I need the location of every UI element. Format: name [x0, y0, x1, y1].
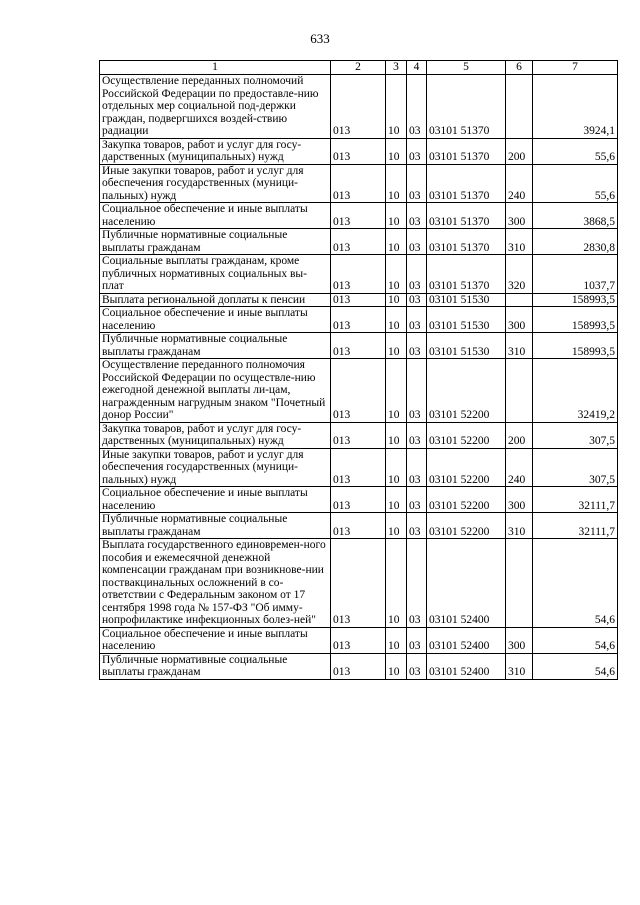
- row-amount: 55,6: [533, 164, 618, 203]
- row-subsection-code: 03: [407, 487, 427, 513]
- row-expense-type: 200: [506, 422, 533, 448]
- row-section-code: 10: [386, 203, 407, 229]
- row-name: Социальное обеспечение и иные выплаты населению: [100, 307, 331, 333]
- row-subsection-code: 03: [407, 255, 427, 294]
- row-name: Выплата государственного единовремен-ного пособия и ежемесячной денежной компенсации гражданам при возникнове-нии поствакцинальных осложнений в со-ответствии с Федеральным законом от 17 сентября 1998 года № 157-ФЗ "Об имму-нопрофилактике инфекционных болез-ней": [100, 539, 331, 628]
- row-amount: 2830,8: [533, 229, 618, 255]
- table-row: [100, 487, 618, 513]
- row-article-code: 03101 51370: [427, 229, 506, 255]
- table-row: [100, 75, 618, 139]
- row-ministry-code: 013: [331, 627, 386, 653]
- row-expense-type: 300: [506, 307, 533, 333]
- table-row: [100, 293, 618, 307]
- row-amount: 32111,7: [533, 487, 618, 513]
- row-section-code: 10: [386, 359, 407, 423]
- table-row: [100, 359, 618, 423]
- row-amount: 158993,5: [533, 293, 618, 307]
- row-expense-type: [506, 293, 533, 307]
- row-subsection-code: 03: [407, 359, 427, 423]
- row-subsection-code: 03: [407, 293, 427, 307]
- row-article-code: 03101 52200: [427, 487, 506, 513]
- row-subsection-code: 03: [407, 229, 427, 255]
- table-row: [100, 203, 618, 229]
- row-section-code: 10: [386, 487, 407, 513]
- row-amount: 158993,5: [533, 307, 618, 333]
- row-name: Выплата региональной доплаты к пенсии: [100, 293, 331, 307]
- row-name: Публичные нормативные социальные выплаты гражданам: [100, 229, 331, 255]
- row-subsection-code: 03: [407, 203, 427, 229]
- row-name: Осуществление переданных полномочий Российской Федерации по предоставле-нию отдельных мер социальной под-держки граждан, подвергшихся воздей-ствию радиации: [100, 75, 331, 139]
- header-col-3: 3: [386, 61, 407, 75]
- table-header: [100, 61, 618, 75]
- row-amount: 1037,7: [533, 255, 618, 294]
- header-col-7: 7: [533, 61, 618, 75]
- header-col-2: 2: [331, 61, 386, 75]
- row-amount: 3924,1: [533, 75, 618, 139]
- row-subsection-code: 03: [407, 653, 427, 679]
- row-name: Социальные выплаты гражданам, кроме публичных нормативных социальных вы-плат: [100, 255, 331, 294]
- row-subsection-code: 03: [407, 333, 427, 359]
- row-ministry-code: 013: [331, 422, 386, 448]
- row-ministry-code: 013: [331, 255, 386, 294]
- row-section-code: 10: [386, 448, 407, 487]
- row-article-code: 03101 51370: [427, 75, 506, 139]
- row-article-code: 03101 51370: [427, 138, 506, 164]
- row-ministry-code: 013: [331, 75, 386, 139]
- row-amount: 3868,5: [533, 203, 618, 229]
- row-name: Публичные нормативные социальные выплаты гражданам: [100, 333, 331, 359]
- row-name: Социальное обеспечение и иные выплаты населению: [100, 627, 331, 653]
- row-article-code: 03101 52200: [427, 513, 506, 539]
- row-name: Иные закупки товаров, работ и услуг для обеспечения государственных (муници-пальных) нужд: [100, 448, 331, 487]
- row-section-code: 10: [386, 653, 407, 679]
- row-ministry-code: 013: [331, 229, 386, 255]
- row-ministry-code: 013: [331, 359, 386, 423]
- row-name: Социальное обеспечение и иные выплаты населению: [100, 203, 331, 229]
- row-section-code: 10: [386, 138, 407, 164]
- table-row: [100, 448, 618, 487]
- header-col-1: 1: [100, 61, 331, 75]
- row-section-code: 10: [386, 307, 407, 333]
- row-expense-type: 240: [506, 164, 533, 203]
- table-row: [100, 539, 618, 628]
- row-article-code: 03101 52200: [427, 422, 506, 448]
- row-subsection-code: 03: [407, 75, 427, 139]
- row-ministry-code: 013: [331, 203, 386, 229]
- row-ministry-code: 013: [331, 164, 386, 203]
- row-amount: 54,6: [533, 653, 618, 679]
- row-article-code: 03101 52400: [427, 539, 506, 628]
- row-amount: 54,6: [533, 627, 618, 653]
- row-name: Публичные нормативные социальные выплаты гражданам: [100, 653, 331, 679]
- row-amount: 32111,7: [533, 513, 618, 539]
- row-section-code: 10: [386, 75, 407, 139]
- table-body: [100, 75, 618, 680]
- table-row: [100, 138, 618, 164]
- row-subsection-code: 03: [407, 422, 427, 448]
- row-section-code: 10: [386, 293, 407, 307]
- table-row: [100, 229, 618, 255]
- row-name: Публичные нормативные социальные выплаты гражданам: [100, 513, 331, 539]
- table-row: [100, 307, 618, 333]
- row-expense-type: [506, 359, 533, 423]
- row-article-code: 03101 51530: [427, 293, 506, 307]
- row-article-code: 03101 51370: [427, 164, 506, 203]
- table-row: [100, 422, 618, 448]
- row-expense-type: 300: [506, 487, 533, 513]
- row-ministry-code: 013: [331, 448, 386, 487]
- row-section-code: 10: [386, 627, 407, 653]
- row-amount: 307,5: [533, 422, 618, 448]
- header-col-6: 6: [506, 61, 533, 75]
- row-article-code: 03101 52200: [427, 359, 506, 423]
- row-expense-type: [506, 539, 533, 628]
- row-article-code: 03101 51370: [427, 255, 506, 294]
- row-subsection-code: 03: [407, 539, 427, 628]
- row-subsection-code: 03: [407, 627, 427, 653]
- row-article-code: 03101 52400: [427, 627, 506, 653]
- row-section-code: 10: [386, 229, 407, 255]
- table-row: [100, 255, 618, 294]
- row-subsection-code: 03: [407, 164, 427, 203]
- row-article-code: 03101 52400: [427, 653, 506, 679]
- row-expense-type: 300: [506, 203, 533, 229]
- row-subsection-code: 03: [407, 513, 427, 539]
- row-section-code: 10: [386, 513, 407, 539]
- row-expense-type: 310: [506, 229, 533, 255]
- row-expense-type: 240: [506, 448, 533, 487]
- row-expense-type: 320: [506, 255, 533, 294]
- row-subsection-code: 03: [407, 448, 427, 487]
- row-article-code: 03101 51530: [427, 307, 506, 333]
- header-row: [100, 61, 618, 75]
- row-expense-type: 200: [506, 138, 533, 164]
- row-expense-type: 310: [506, 333, 533, 359]
- row-ministry-code: 013: [331, 293, 386, 307]
- header-col-5: 5: [427, 61, 506, 75]
- row-subsection-code: 03: [407, 138, 427, 164]
- row-ministry-code: 013: [331, 307, 386, 333]
- row-expense-type: 300: [506, 627, 533, 653]
- row-article-code: 03101 51370: [427, 203, 506, 229]
- row-name: Социальное обеспечение и иные выплаты населению: [100, 487, 331, 513]
- row-section-code: 10: [386, 255, 407, 294]
- table-row: [100, 653, 618, 679]
- row-amount: 158993,5: [533, 333, 618, 359]
- row-article-code: 03101 52200: [427, 448, 506, 487]
- row-ministry-code: 013: [331, 653, 386, 679]
- row-section-code: 10: [386, 333, 407, 359]
- row-name: Закупка товаров, работ и услуг для госу-дарственных (муниципальных) нужд: [100, 422, 331, 448]
- page-number: 633: [310, 31, 330, 46]
- row-ministry-code: 013: [331, 333, 386, 359]
- row-subsection-code: 03: [407, 307, 427, 333]
- row-ministry-code: 013: [331, 513, 386, 539]
- row-amount: 55,6: [533, 138, 618, 164]
- row-ministry-code: 013: [331, 539, 386, 628]
- header-col-4: 4: [407, 61, 427, 75]
- row-name: Иные закупки товаров, работ и услуг для обеспечения государственных (муници-пальных) нужд: [100, 164, 331, 203]
- row-expense-type: 310: [506, 653, 533, 679]
- row-section-code: 10: [386, 422, 407, 448]
- row-amount: 307,5: [533, 448, 618, 487]
- row-ministry-code: 013: [331, 487, 386, 513]
- budget-table: [99, 60, 618, 680]
- row-name: Осуществление переданного полномочия Российской Федерации по осуществле-нию ежегодной денежной выплаты ли-цам, награжденным нагрудным знаком "Почетный донор России": [100, 359, 331, 423]
- row-expense-type: [506, 75, 533, 139]
- table-row: [100, 333, 618, 359]
- row-ministry-code: 013: [331, 138, 386, 164]
- row-name: Закупка товаров, работ и услуг для госу-дарственных (муниципальных) нужд: [100, 138, 331, 164]
- table-row: [100, 627, 618, 653]
- row-amount: 32419,2: [533, 359, 618, 423]
- row-article-code: 03101 51530: [427, 333, 506, 359]
- row-section-code: 10: [386, 539, 407, 628]
- row-section-code: 10: [386, 164, 407, 203]
- table-row: [100, 164, 618, 203]
- table-row: [100, 513, 618, 539]
- row-expense-type: 310: [506, 513, 533, 539]
- row-amount: 54,6: [533, 539, 618, 628]
